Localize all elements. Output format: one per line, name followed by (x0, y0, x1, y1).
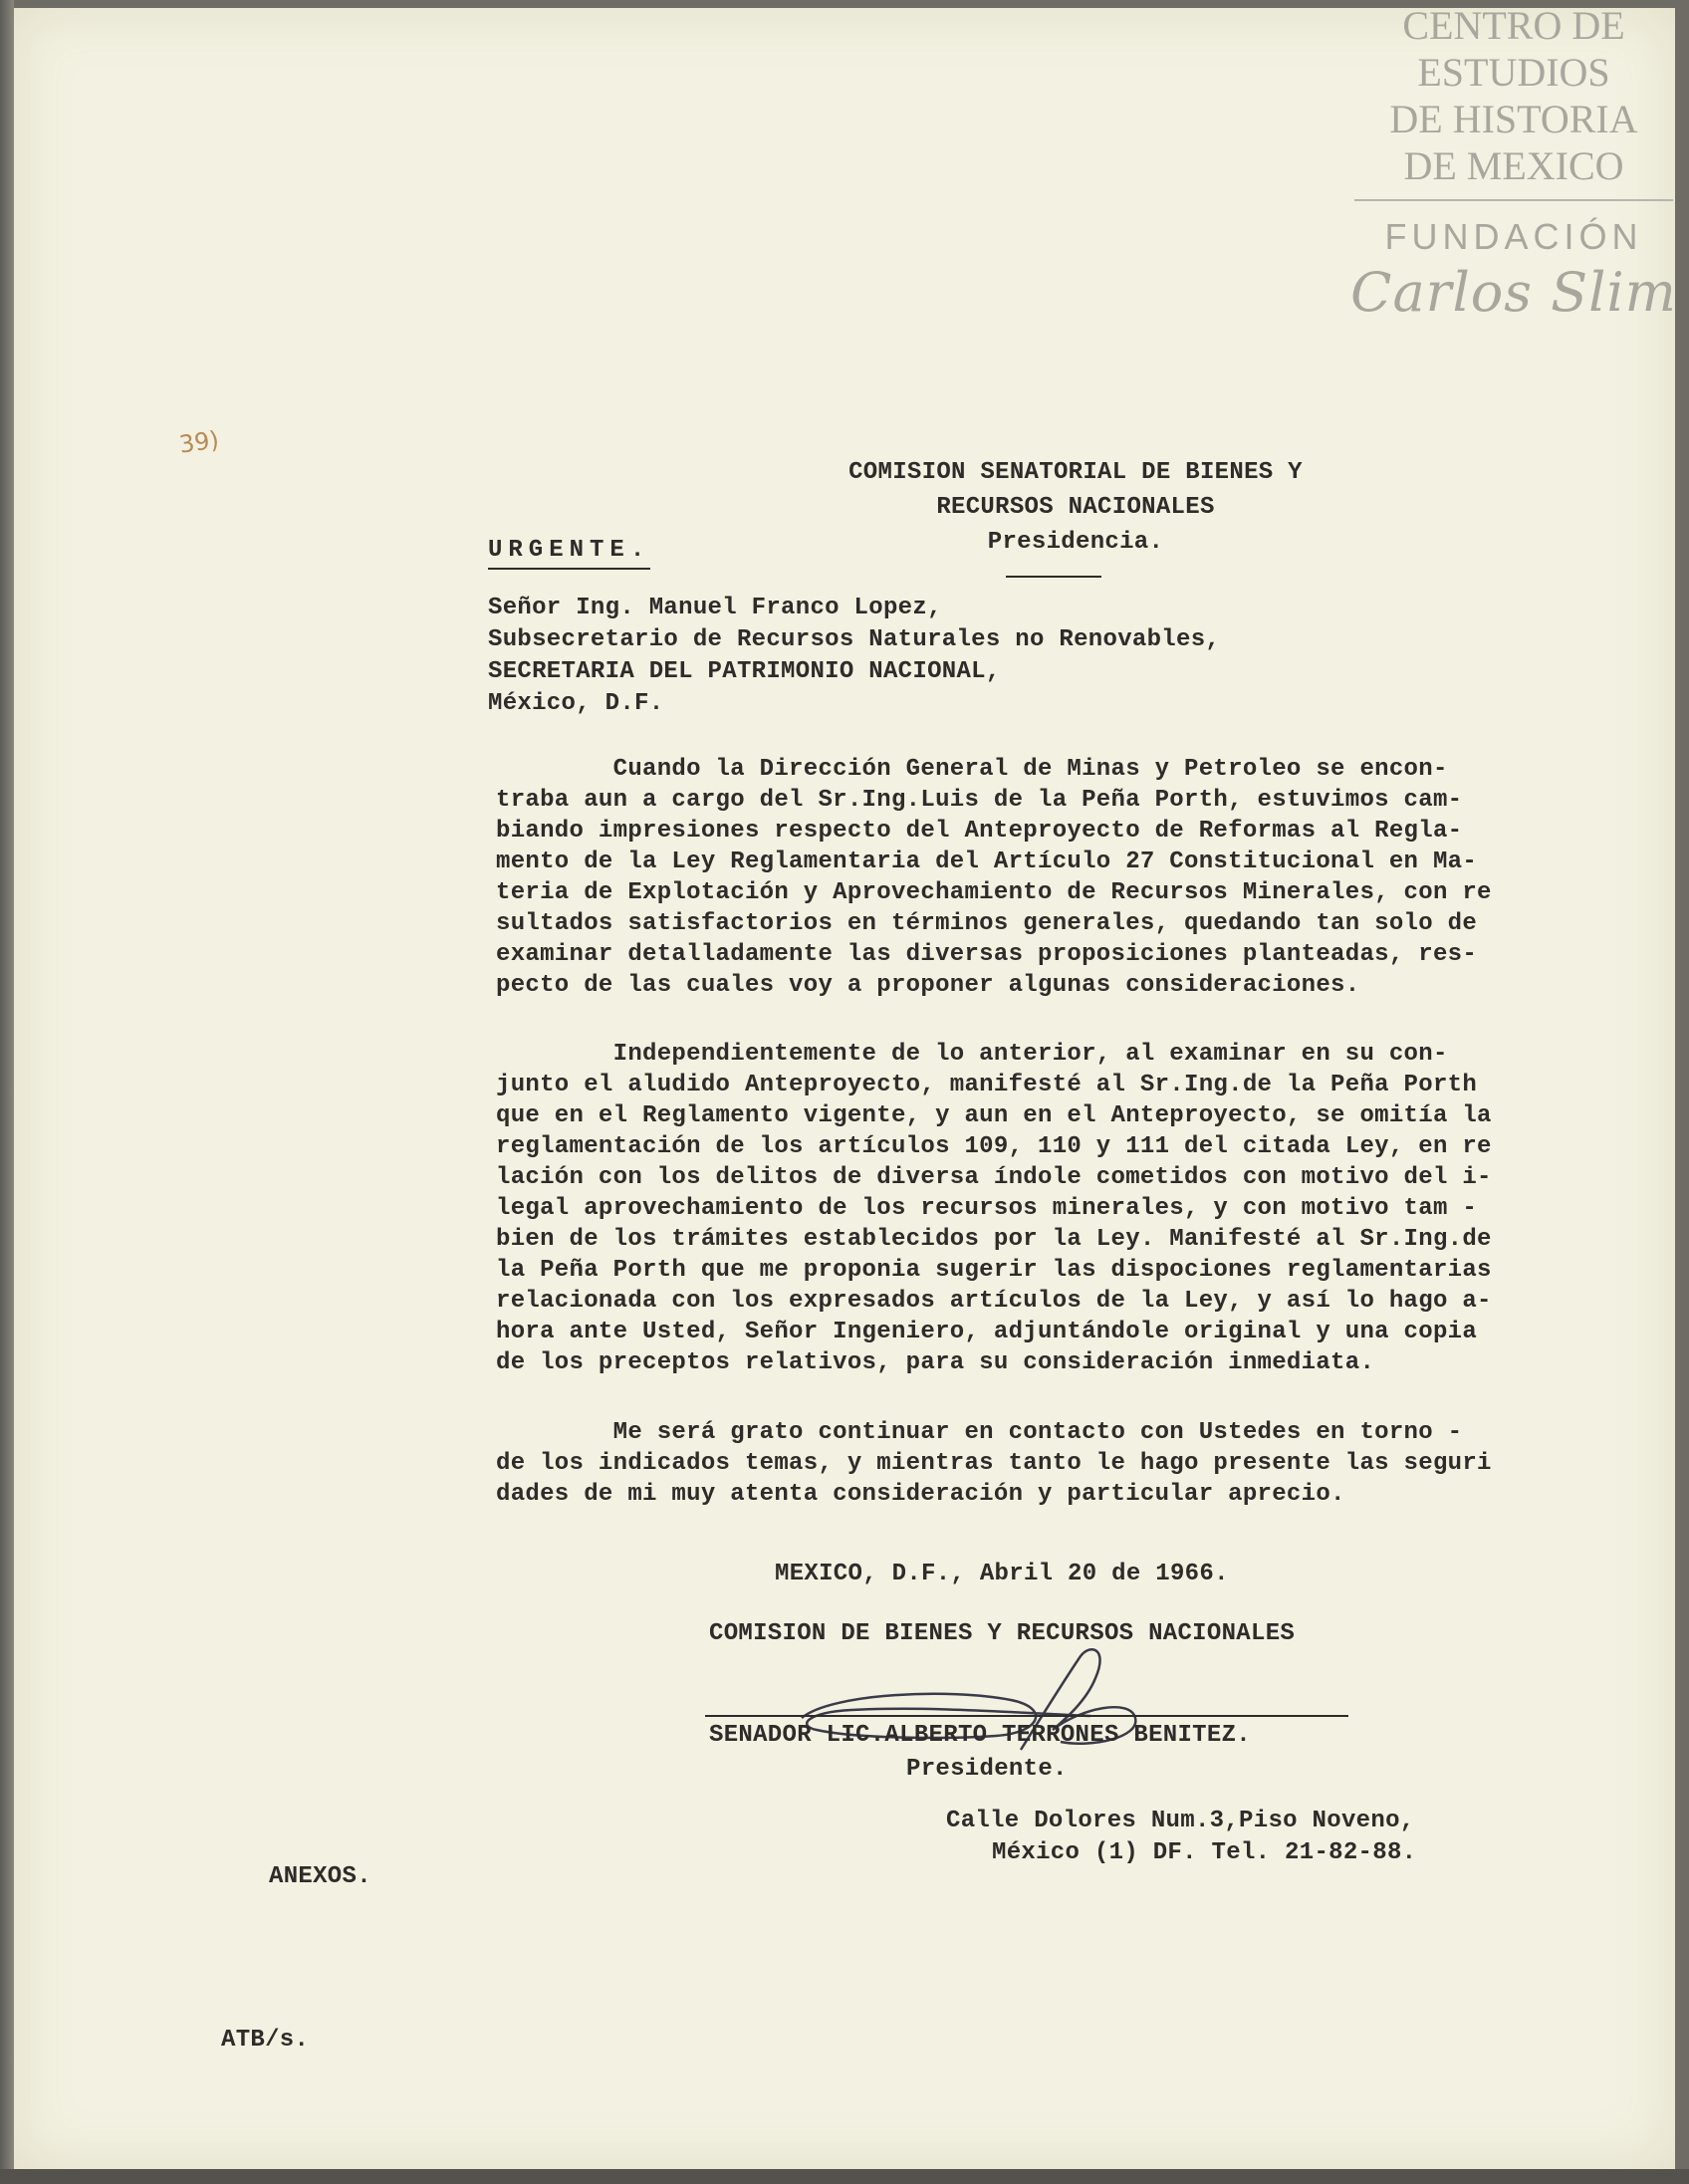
watermark-line: DE MEXICO (1403, 143, 1624, 188)
body-line: examinar detalladamente las diversas proposiciones planteadas, res- (496, 941, 1478, 968)
scan-edge-bottom (0, 2169, 1689, 2184)
scan-edge-left (0, 0, 14, 2184)
body-line: biando impresiones respecto del Anteproyecto de Reformas al Regla- (496, 818, 1463, 845)
body-line: traba aun a cargo del Sr.Ing.Luis de la Peña Porth, estuvimos cam- (496, 787, 1463, 814)
body-line: Me será grato continuar en contacto con Ustedes en torno - (496, 1419, 1463, 1446)
body-line: legal aprovechamiento de los recursos minerales, y con motivo tam - (496, 1195, 1478, 1222)
watermark-line: CENTRO DE (1402, 3, 1625, 48)
body-line: mento de la Ley Reglamentaria del Artículo 27 Constitucional en Ma- (496, 849, 1478, 875)
body-line: teria de Explotación y Aprovechamiento de Recursos Minerales, con re (496, 879, 1492, 906)
signature-line (705, 1715, 1348, 1717)
letterhead (817, 458, 1334, 558)
archive-watermark (1344, 2, 1683, 325)
address-line: Calle Dolores Num.3,Piso Noveno, (946, 1808, 1415, 1834)
body-line: bien de los trámites establecidos por la Ley. Manifesté al Sr.Ing.de (496, 1226, 1492, 1253)
watermark-divider (1354, 199, 1673, 201)
letterhead-line: RECURSOS NACIONALES (936, 494, 1215, 521)
body-line: Independientemente de lo anterior, al examinar en su con- (496, 1041, 1448, 1068)
watermark-foundation: FUNDACIÓN (1384, 216, 1643, 257)
letterhead-underline (1006, 576, 1101, 578)
body-line: reglamentación de los artículos 109, 110 y 111 del citada Ley, en re (496, 1133, 1492, 1160)
body-line: dades de mi muy atenta consideración y particular aprecio. (496, 1481, 1345, 1508)
letterhead-line: Presidencia. (987, 529, 1164, 556)
body-line: de los preceptos relativos, para su consideración inmediata. (496, 1349, 1375, 1376)
body-line: lación con los delitos de diversa índole cometidos con motivo del i- (496, 1164, 1492, 1191)
recipient-line: México, D.F. (488, 690, 664, 717)
watermark-line: DE HISTORIA (1389, 97, 1638, 141)
letterhead-line: COMISION SENATORIAL DE BIENES Y (848, 459, 1303, 486)
urgent-label: URGENTE. (488, 536, 650, 570)
body-line: relacionada con los expresados artículos de la Ley, y así lo hago a- (496, 1288, 1492, 1315)
recipient-line: SECRETARIA DEL PATRIMONIO NACIONAL, (488, 658, 1001, 685)
body-line: la Peña Porth que me proponia sugerir las dispociones reglamentarias (496, 1257, 1492, 1284)
body-line: de los indicados temas, y mientras tanto le hago presente las seguri (496, 1450, 1492, 1477)
body-line: junto el aludido Anteproyecto, manifesté al Sr.Ing.de la Peña Porth (496, 1072, 1478, 1098)
recipient-line: Señor Ing. Manuel Franco Lopez, (488, 595, 942, 621)
signer-title: Presidente. (906, 1756, 1068, 1783)
annexes-note: ANEXOS. (269, 1863, 371, 1890)
recipient-line: Subsecretario de Recursos Naturales no Renovables, (488, 626, 1221, 653)
body-line: pecto de las cuales voy a proponer algunas consideraciones. (496, 972, 1360, 999)
typist-initials: ATB/s. (221, 2027, 310, 2054)
address-line: México (1) DF. Tel. 21-82-88. (992, 1839, 1417, 1866)
body-line: Cuando la Dirección General de Minas y Petroleo se encon- (496, 756, 1448, 783)
body-line: hora ante Usted, Señor Ingeniero, adjuntándole original y una copia (496, 1319, 1478, 1345)
watermark-signature-logo: Carlos Slim (1350, 261, 1677, 324)
signer-name: SENADOR LIC.ALBERTO TERRONES BENITEZ. (709, 1722, 1251, 1749)
margin-mark: 39) (177, 425, 221, 459)
watermark-line: ESTUDIOS (1417, 50, 1610, 95)
body-line: que en el Reglamento vigente, y aun en el Anteproyecto, se omitía la (496, 1102, 1492, 1129)
date-line: MEXICO, D.F., Abril 20 de 1966. (775, 1561, 1229, 1587)
commission-name: COMISION DE BIENES Y RECURSOS NACIONALES (709, 1620, 1296, 1647)
body-line: sultados satisfactorios en términos generales, quedando tan solo de (496, 910, 1478, 937)
